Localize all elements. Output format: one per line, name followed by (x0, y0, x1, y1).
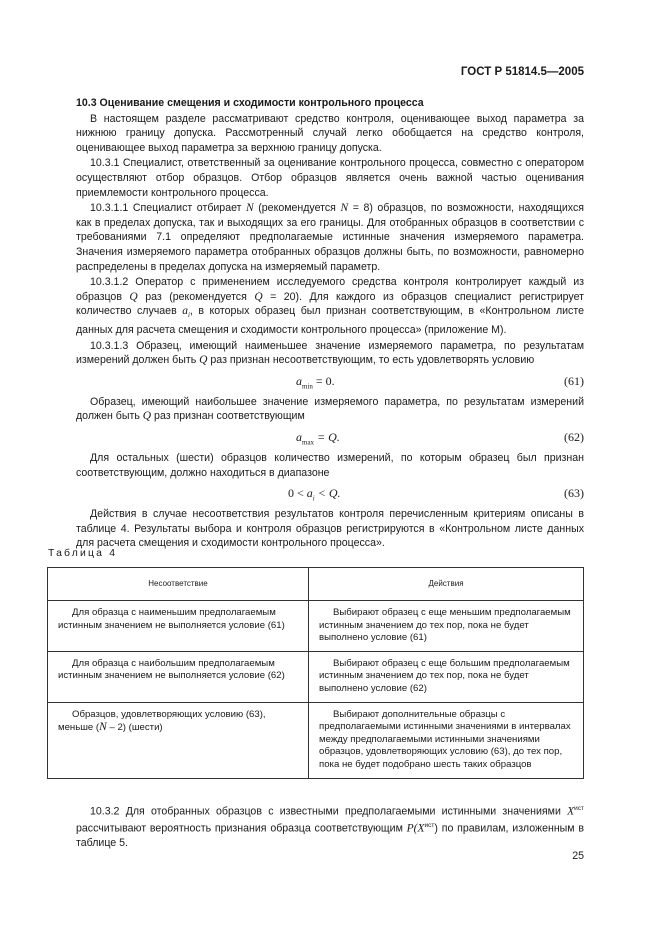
paragraph: Действия в случае несоответствия результатов контроля перечисленным критериям описаны в таблице 4. Результаты выбора и контроля образцов регистрируются в «Контрольном листе данных для расчета смещения и сходимости контрольного процесса». (76, 508, 584, 550)
table-4 (47, 567, 584, 779)
table-cell: Для образца с наименьшим предполагаемым истинным значением не выполняется условие (61) (48, 601, 309, 652)
table-row (48, 651, 584, 702)
table-cell: Выбирают дополнительные образцы с предполагаемыми истинными значениями в интервалах между предполагаемыми истинными значениями образцов, удовлетворяющих условию (63), до тех пор, пока не будет подобрано шесть таких образцов (309, 702, 584, 778)
section-heading: 10.3 Оценивание смещения и сходимости контрольного процесса (76, 97, 424, 109)
paragraph: 10.3.1.2 Оператор с применением исследуемого средства контроля контролирует каждый из образцов Q раз (рекомендуется Q = 20). Для каждого из образцов специалист регистрирует количество случаев $a_i$, в которых образец был признан соответствующим, в «Контрольном листе данных для расчета смещения и сходимости контрольного процесса» (приложение М). (76, 276, 584, 337)
paragraph: 10.3.1.1 Специалист отбирает N (рекомендуется N = 8) образцов, по возможности, находящихся как в пределах допуска, так и выходящих за его границы. Для отобранных образцов в соответствии с требованиями 7.1 определяют предполагаемые истинные значения измеряемого параметра. Значения измеряемого параметра отобранных образцов должны быть, по возможности, равномерно распределены в пределах допуска на измеряемый параметр. (76, 202, 584, 273)
paragraph: 10.3.1.3 Образец, имеющий наименьшее значение измеряемого параметра, по результатам измерений должен быть Q раз признан несоответствующим, то есть удовлетворять условию (76, 339, 584, 367)
table-cell: Для образца с наибольшим предполагаемым истинным значением не выполняется условие (62) (48, 651, 309, 702)
table-row (48, 601, 584, 652)
paragraph: В настоящем разделе рассматривают средство контроля, оценивающее выход параметра за нижнюю границу допуска. Рассмотренный случай легко обобщается на средство контроля, оценивающее выход параметра за верхнюю границу допуска. (76, 112, 584, 154)
closing-paragraph: 10.3.2 Для отобранных образцов с известными предполагаемыми истинными значениями $X^{ист}$ рассчитывают вероятность признания образца соответствующим $P(X^{ист})$ по правилам, изложенным в таблице 5. (76, 805, 584, 850)
paragraph: 10.3.1 Специалист, ответственный за оценивание контрольного процесса, совместно с оператором осуществляют отбор образцов. Отбор образцов является очень важной частью оценивания приемлемости контрольного процесса. (76, 157, 584, 199)
formula-number: (62) (564, 429, 584, 444)
table-cell: Выбирают образец с еще большим предполагаемым истинным значением до тех пор, пока не будет выполнено условие (62) (309, 651, 584, 702)
page-number: 25 (572, 850, 584, 862)
table-cell: Выбирают образец с еще меньшим предполагаемым истинным значением до тех пор, пока не будет выполнено условие (61) (309, 601, 584, 652)
formula-61: $a_{min} = 0$. (61) (296, 373, 584, 391)
formula-number: (63) (564, 486, 584, 501)
standard-header: ГОСТ Р 51814.5—2005 (460, 66, 584, 78)
formula-number: (61) (564, 373, 584, 388)
section-content (76, 96, 584, 552)
table-header-row (48, 568, 584, 601)
table-row (48, 702, 584, 778)
formula-63: $0 < a_i < Q$. (63) (288, 486, 584, 503)
paragraph: Для остальных (шести) образцов количество измерений, по которым образец был признан соответствующим, должно находиться в диапазоне (76, 451, 584, 479)
paragraph: Образец, имеющий наибольшее значение измеряемого параметра, по результатам измерений должен быть Q раз признан соответствующим (76, 395, 584, 423)
column-header: Несоответствие (48, 568, 309, 601)
column-header: Действия (309, 568, 584, 601)
formula-62: $a_{max} = Q$. (62) (296, 429, 584, 447)
table-cell: Образцов, удовлетворяющих условию (63), меньше (N – 2) (шести) (48, 702, 309, 778)
table-caption: Таблица 4 (48, 548, 118, 559)
